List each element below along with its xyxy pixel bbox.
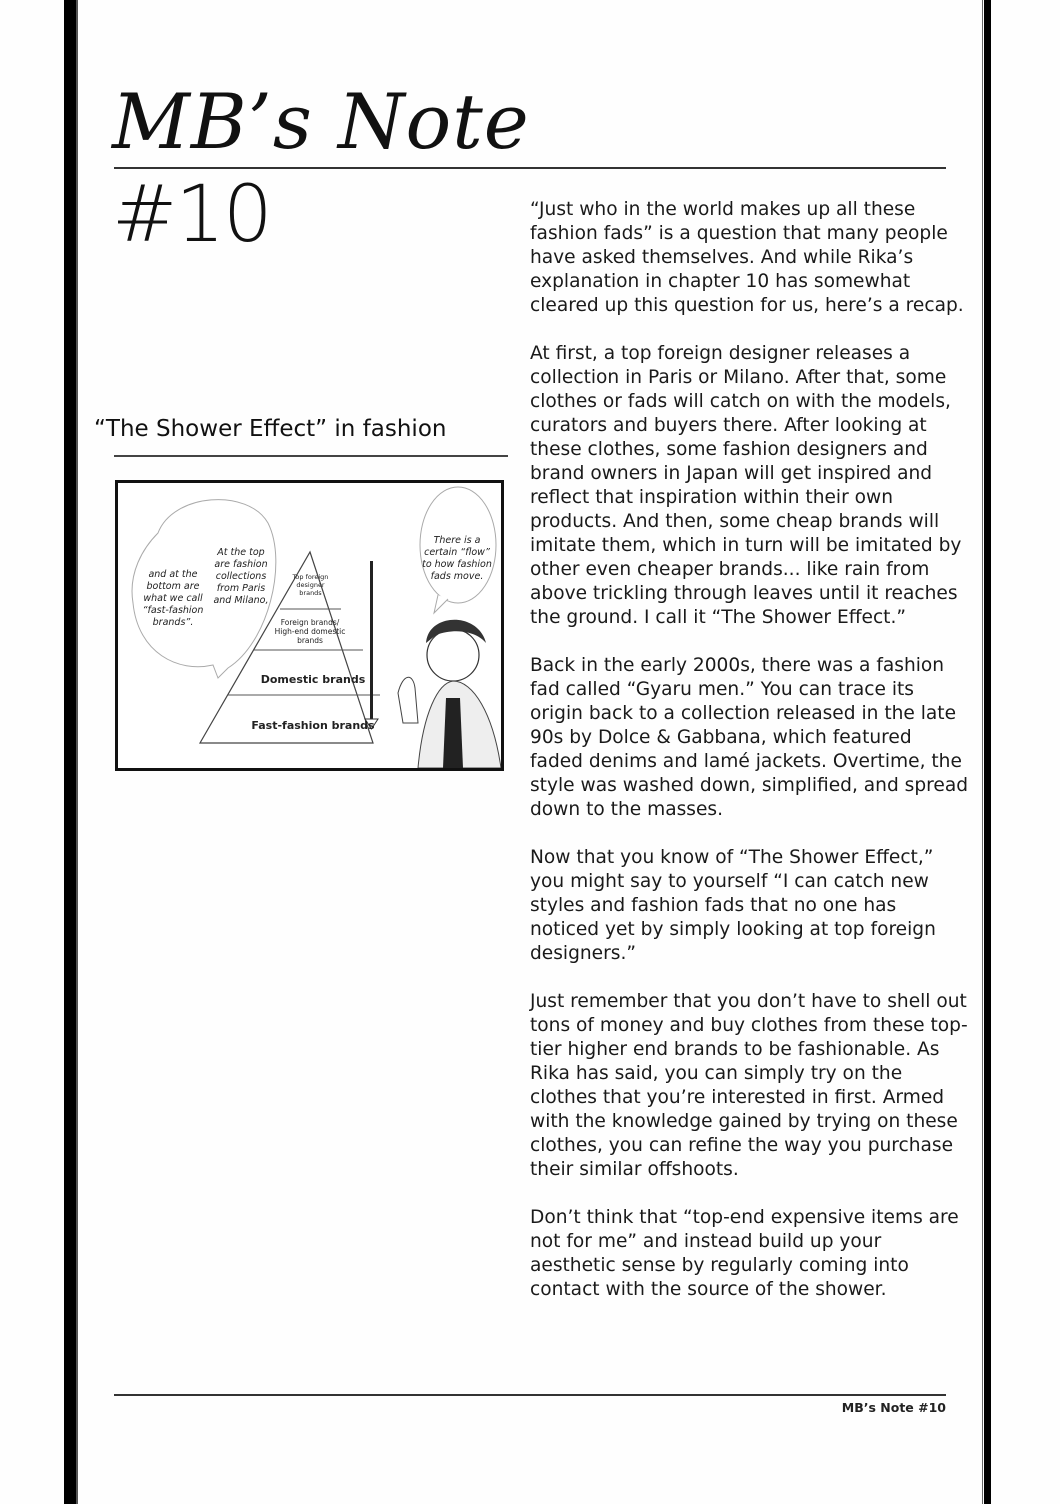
pyramid-level-2: Foreign brands/ High-end domestic brands xyxy=(274,618,346,645)
speech-bubble-left-a: and at the bottom are what we call “fast-fashion brands”. xyxy=(142,569,204,628)
title-divider xyxy=(114,167,946,169)
page-border-left-inner xyxy=(76,0,78,1504)
paragraph: Now that you know of “The Shower Effect,” you might say to yourself “I can catch new styles and fashion fads that no one has noticed yet by simply looking at top foreign designers.” xyxy=(530,847,936,964)
footer-divider xyxy=(114,1394,946,1396)
page-border-left xyxy=(64,0,76,1504)
footer-label: MB’s Note #10 xyxy=(841,1400,946,1415)
speech-bubble-right: There is a certain “flow” to how fashion fads move. xyxy=(422,535,492,582)
note-number: #10 xyxy=(112,170,271,260)
figure-title: “The Shower Effect” in fashion xyxy=(94,416,447,442)
pyramid-level-1: Top foreign designer brands xyxy=(292,573,329,597)
article-body xyxy=(530,198,970,1326)
shower-effect-illustration xyxy=(115,480,504,771)
pyramid-level-4: Fast-fashion brands xyxy=(251,719,375,732)
paragraph: Back in the early 2000s, there was a fashion fad called “Gyaru men.” You can trace its origin back to a collection released in the late 90s by Dolce & Gabbana, which featured faded denims and lamé jackets. Overtime, the style was washed down, simplified, and spread down to the masses. xyxy=(530,655,969,820)
paragraph: Just remember that you don’t have to shell out tons of money and buy clothes from these top-tier higher end brands to be fashionable. As Rika has said, you can simply try on the clothes that you’re interested in first. Armed with the knowledge gained by trying on these clothes, you can refine the way you purchase their similar offshoots. xyxy=(530,991,968,1180)
page-border-right xyxy=(984,0,991,1504)
page-border-right-inner xyxy=(982,0,983,1504)
pyramid-level-3: Domestic brands xyxy=(260,673,366,686)
speech-bubble-left-b: At the top are fashion collections from Paris and Milano, xyxy=(213,547,269,606)
paragraph: Don’t think that “top-end expensive items are not for me” and instead build up your aesthetic sense by regularly coming into contact with the source of the shower. xyxy=(530,1207,959,1300)
figure-title-divider xyxy=(114,455,508,457)
paragraph: At first, a top foreign designer releases a collection in Paris or Milano. After that, some clothes or fads will catch on with the models, curators and buyers there. After looking at these clothes, some fashion designers and brand owners in Japan will get inspired and reflect that inspiration within their own products. And then, some cheap brands will imitate them, which in turn will be imitated by other even cheaper brands... like rain from above trickling through leaves until it reaches the ground. I call it “The Shower Effect.” xyxy=(530,343,962,628)
paragraph: “Just who in the world makes up all these fashion fads” is a question that many people have asked themselves. And while Rika’s explanation in chapter 10 has somewhat cleared up this question for us, here’s a recap. xyxy=(530,199,964,316)
page-title: MB’s Note xyxy=(112,77,530,166)
